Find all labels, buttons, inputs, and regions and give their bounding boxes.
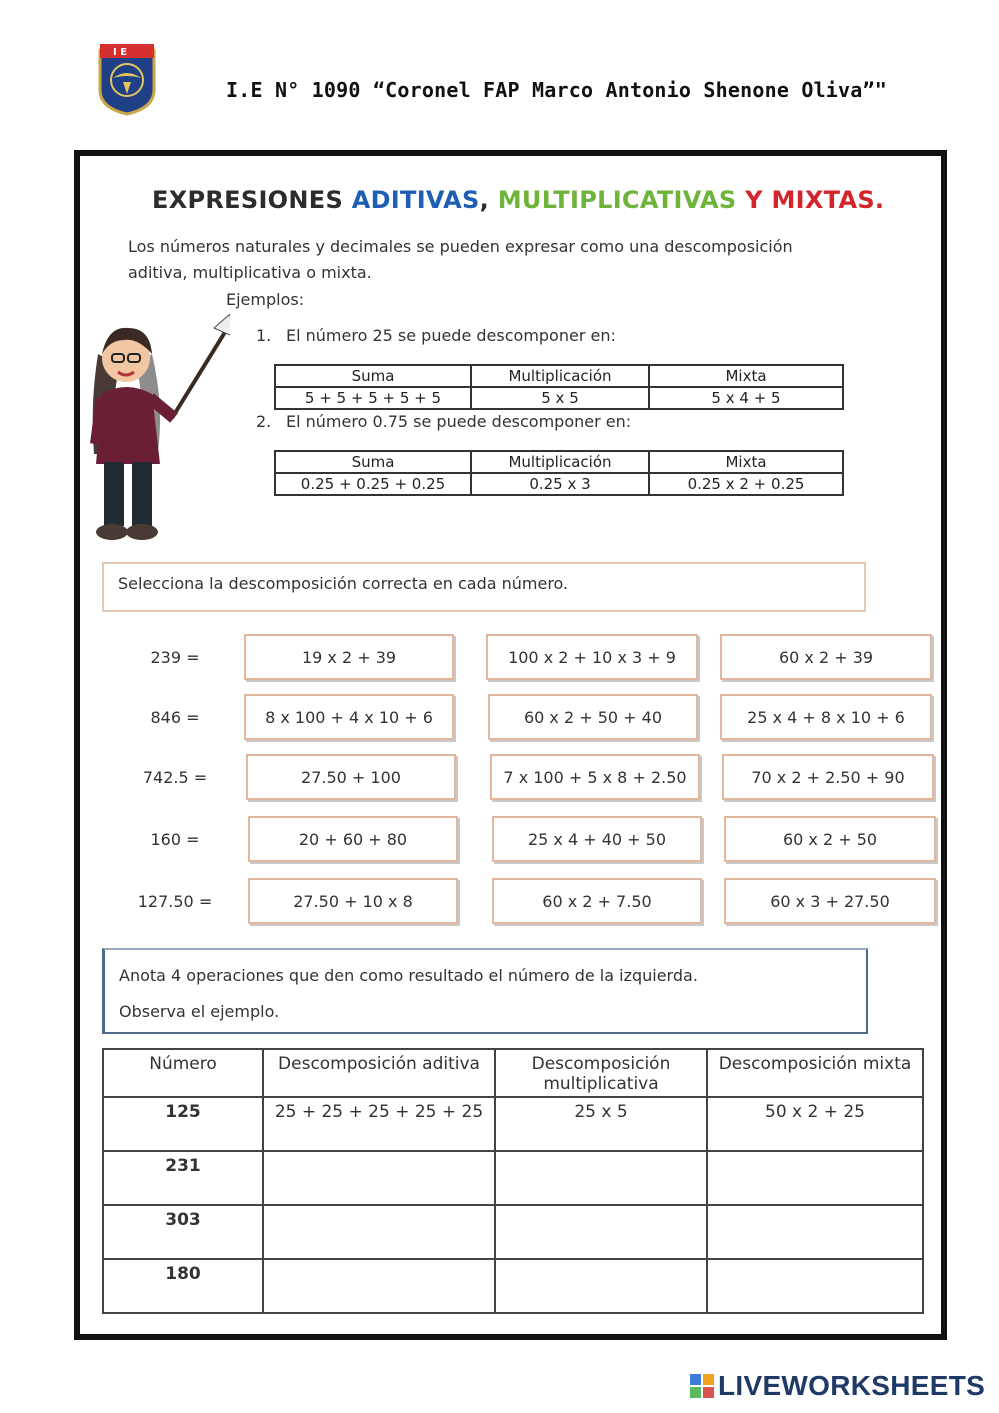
answer-aditiva: 25 + 25 + 25 + 25 + 25 [263,1097,495,1151]
table-header: Descomposición aditiva [263,1049,495,1097]
answer-mixta: 50 x 2 + 25 [707,1097,923,1151]
examples-label: Ejemplos: [226,290,305,309]
title-part: EXPRESIONES [152,186,352,214]
table-cell: 0.25 + 0.25 + 0.25 [275,473,471,495]
answer-multiplicativa-field[interactable] [495,1151,707,1205]
logo-letters: I E [113,47,128,58]
option-box[interactable]: 20 + 60 + 80 [248,816,458,862]
title-part: Y MIXTAS. [736,186,885,214]
option-box[interactable]: 7 x 100 + 5 x 8 + 2.50 [490,754,700,800]
liveworksheets-logo-icon [690,1374,714,1398]
table-row [103,1259,923,1313]
answer-aditiva-field[interactable] [263,1259,495,1313]
row-label: 127.50 = [137,892,213,911]
answer-mixta-field[interactable] [707,1205,923,1259]
table-cell: 5 + 5 + 5 + 5 + 5 [275,387,471,409]
option-box[interactable]: 25 x 4 + 8 x 10 + 6 [720,694,932,740]
table-header: Suma [275,365,471,387]
decomposition-table [102,1048,924,1314]
option-box[interactable]: 60 x 3 + 27.50 [724,878,936,924]
worksheet-title [152,186,884,214]
write-instruction-line: Anota 4 operaciones que den como resultado el número de la izquierda. [119,966,698,985]
table-cell: 0.25 x 3 [471,473,649,495]
table-header: Suma [275,451,471,473]
table-cell: 5 x 5 [471,387,649,409]
answer-multiplicativa-field[interactable] [495,1205,707,1259]
example-number: 2. [256,412,272,431]
row-label: 742.5 = [142,768,208,787]
option-box[interactable]: 8 x 100 + 4 x 10 + 6 [244,694,454,740]
option-box[interactable]: 27.50 + 10 x 8 [248,878,458,924]
example-text: El número 25 se puede descomponer en: [286,326,616,345]
table-row [103,1097,923,1151]
answer-aditiva-field[interactable] [263,1151,495,1205]
brand-text: LIVEWORKSHEETS [718,1370,986,1401]
row-label: 160 = [150,830,200,849]
option-box[interactable]: 25 x 4 + 40 + 50 [492,816,702,862]
table-header: Descomposición mixta [707,1049,923,1097]
option-box[interactable]: 60 x 2 + 7.50 [492,878,702,924]
row-label: 239 = [150,648,200,667]
answer-multiplicativa-field[interactable] [495,1259,707,1313]
table-row [103,1205,923,1259]
answer-mixta-field[interactable] [707,1151,923,1205]
school-name: I.E N° 1090 “Coronel FAP Marco Antonio Shenone Oliva”" [226,78,888,102]
row-label: 846 = [150,708,200,727]
table-header: Multiplicación [471,365,649,387]
option-box[interactable]: 60 x 2 + 50 [724,816,936,862]
option-box[interactable]: 60 x 2 + 50 + 40 [488,694,698,740]
select-instruction: Selecciona la descomposición correcta en cada número. [102,562,866,612]
table-header: Descomposición multiplicativa [495,1049,707,1097]
worksheet-frame [74,150,947,1340]
option-box[interactable]: 27.50 + 100 [246,754,456,800]
table-cell: 0.25 x 2 + 0.25 [649,473,843,495]
title-part: MULTIPLICATIVAS [497,186,737,214]
answer-mixta-field[interactable] [707,1259,923,1313]
table-row [103,1151,923,1205]
option-box[interactable]: 60 x 2 + 39 [720,634,932,680]
table-header: Multiplicación [471,451,649,473]
option-box[interactable]: 19 x 2 + 39 [244,634,454,680]
option-box[interactable]: 70 x 2 + 2.50 + 90 [722,754,934,800]
table-header: Número [103,1049,263,1097]
write-instruction-line: Observa el ejemplo. [119,1002,280,1021]
table-header: Mixta [649,451,843,473]
answer-aditiva-field[interactable] [263,1205,495,1259]
row-number: 303 [103,1205,263,1259]
title-part: , [479,186,498,214]
row-number: 180 [103,1259,263,1313]
row-number: 231 [103,1151,263,1205]
school-logo [96,42,158,116]
intro-text: Los números naturales y decimales se pueden expresar como una descomposición aditiva, multiplicativa o mixta. [128,237,793,282]
table-cell: 5 x 4 + 5 [649,387,843,409]
example-1-line [256,326,616,345]
example-2-table [274,450,844,496]
liveworksheets-brand[interactable] [690,1370,985,1402]
example-text: El número 0.75 se puede descomponer en: [286,412,632,431]
title-part: ADITIVAS [351,186,480,214]
example-number: 1. [256,326,272,345]
answer-multiplicativa: 25 x 5 [495,1097,707,1151]
example-1-table [274,364,844,410]
write-instruction [102,948,868,1034]
teacher-avatar-illustration [80,314,230,550]
row-number: 125 [103,1097,263,1151]
example-2-line [256,412,631,431]
option-box[interactable]: 100 x 2 + 10 x 3 + 9 [486,634,698,680]
table-header: Mixta [649,365,843,387]
